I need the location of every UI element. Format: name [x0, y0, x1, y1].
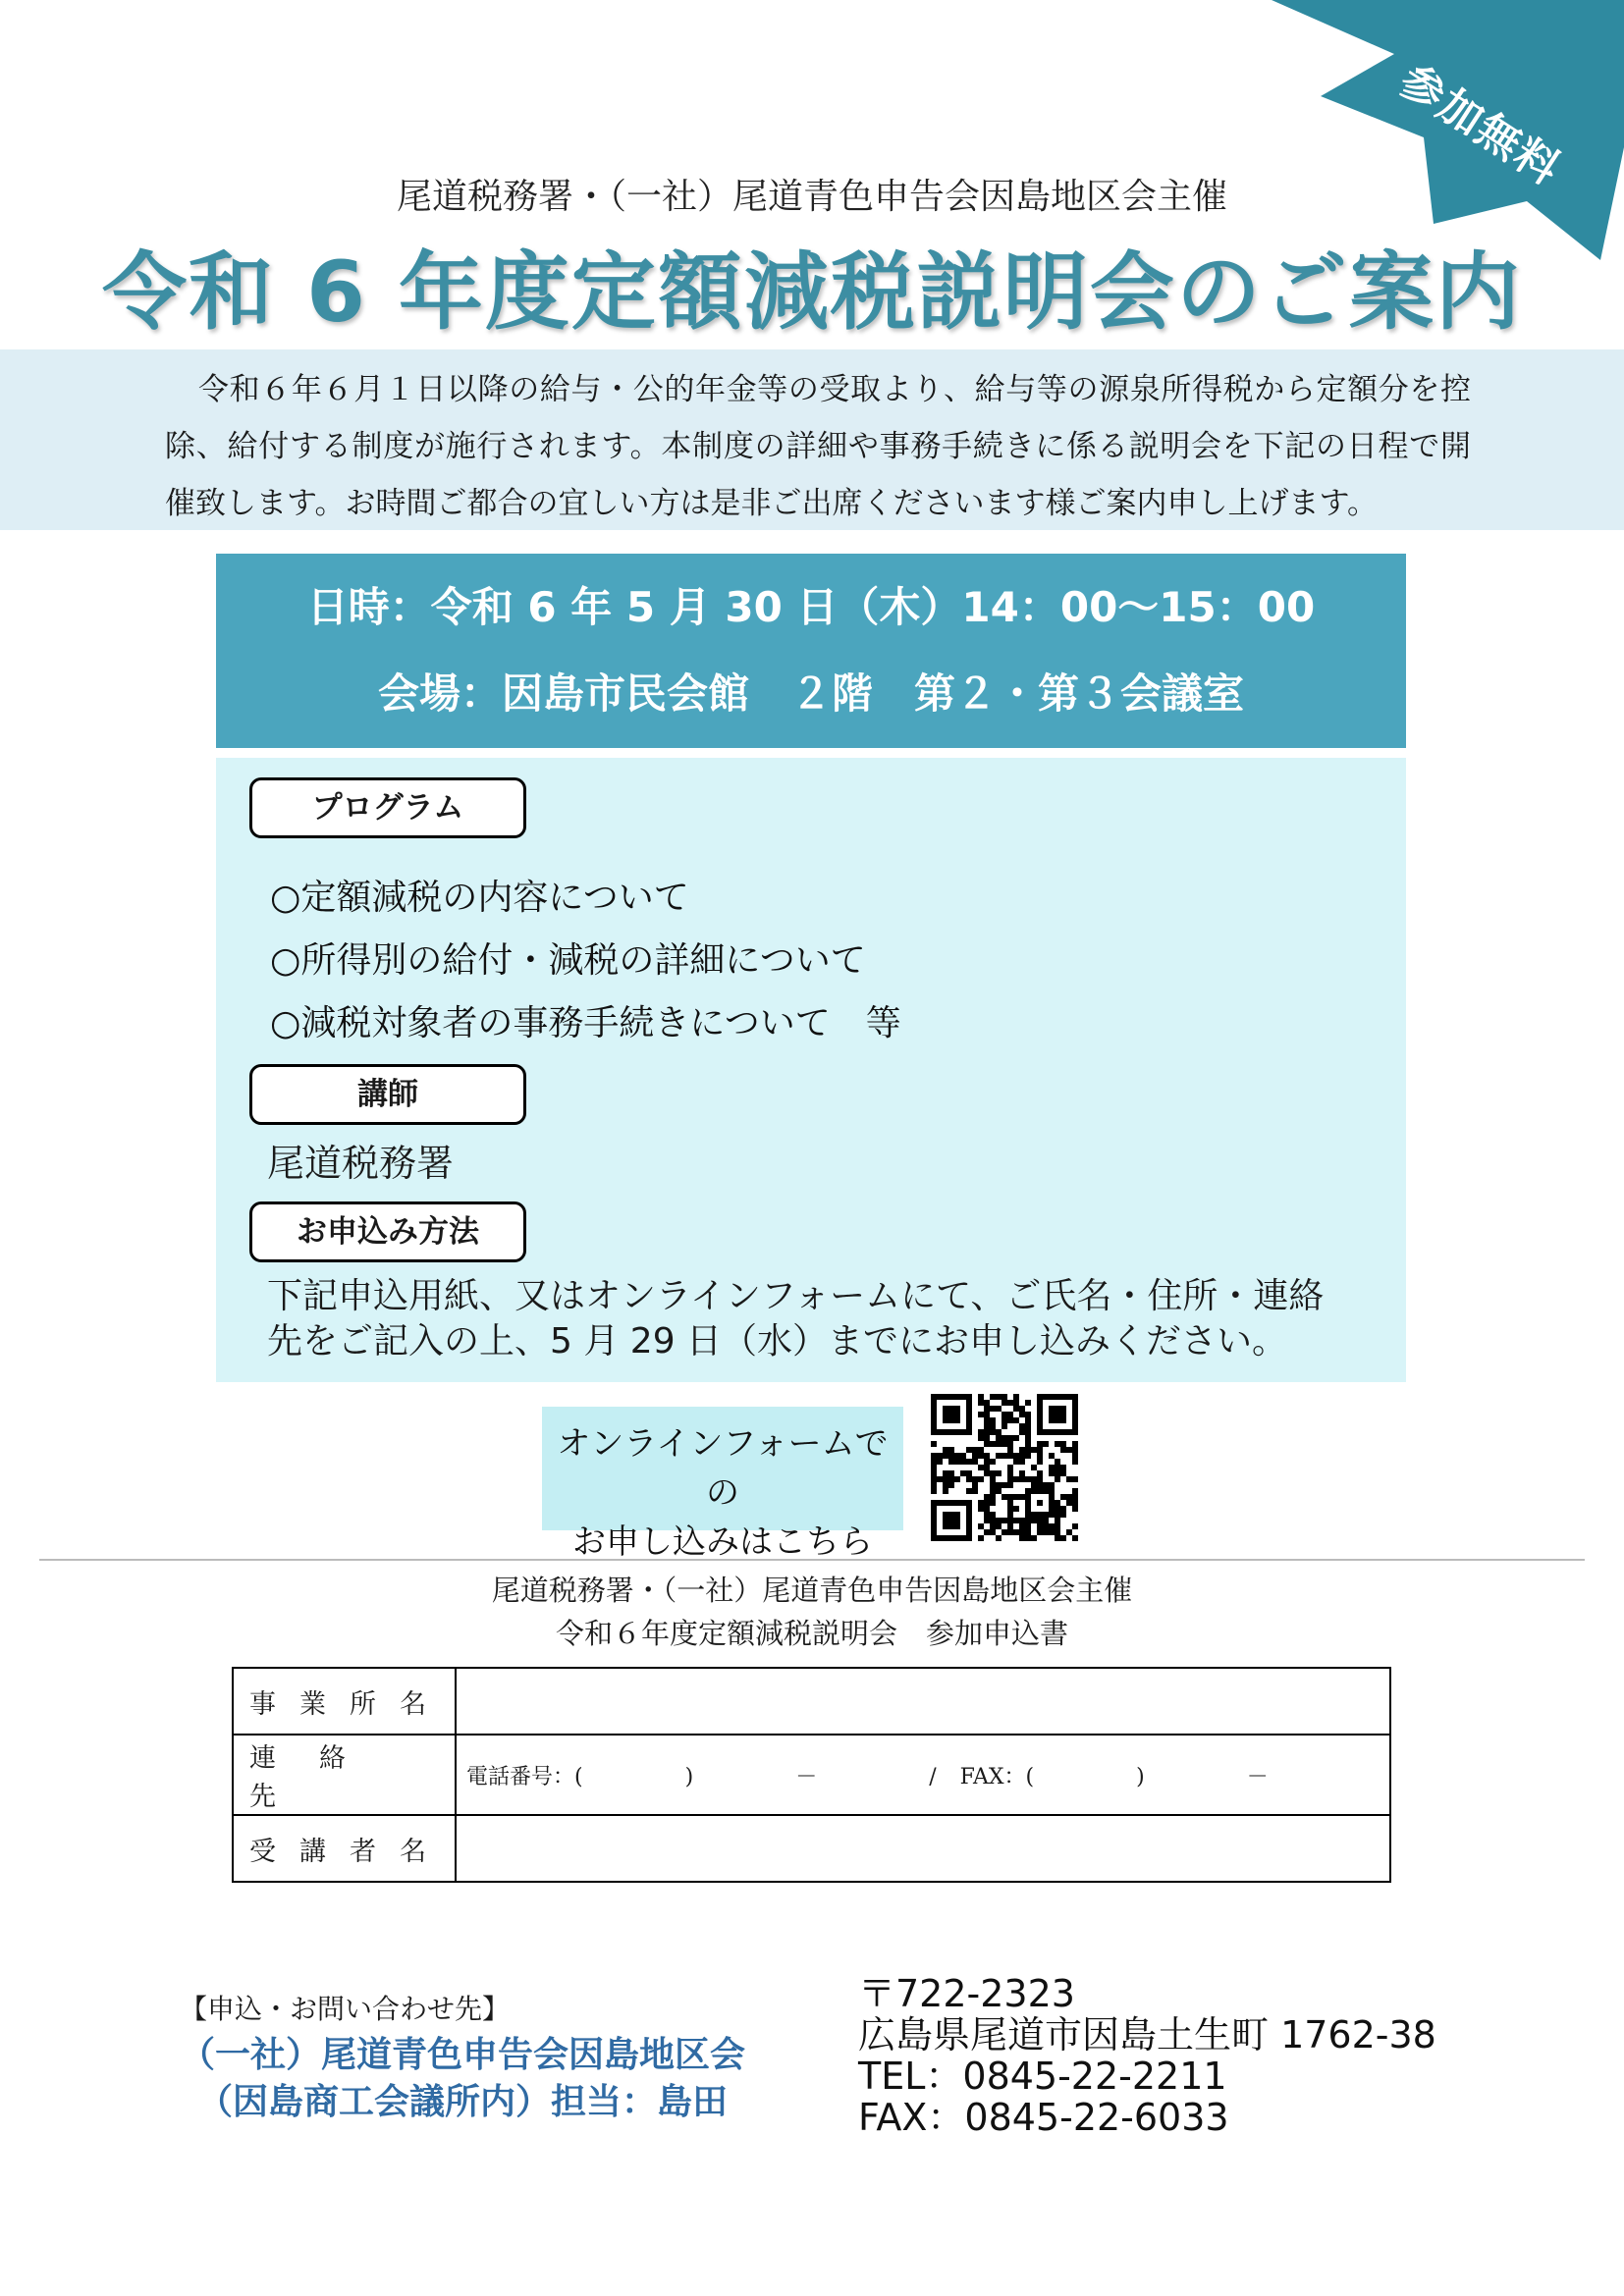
contact-header: 【申込・お問い合わせ先】 — [180, 1993, 511, 2025]
lecturer-name: 尾道税務署 — [267, 1142, 455, 1185]
program-item: ○所得別の給付・減税の詳細について — [270, 940, 866, 981]
contact-org-line-2: （因島商工会議所内）担当：島田 — [197, 2082, 729, 2122]
postal-code: 〒722-2323 — [858, 1972, 1075, 2015]
event-info-box — [216, 554, 1406, 748]
application-text: 下記申込用紙、又はオンラインフォームにて、ご氏名・住所・連絡先をご記入の上、5 月 29 日（水）までにお申し込みください。 — [267, 1276, 1325, 1362]
business-name-field[interactable] — [456, 1668, 1390, 1735]
online-form-link[interactable] — [542, 1407, 903, 1562]
attendee-name-label: 受講者名 — [233, 1815, 456, 1882]
table-row — [233, 1668, 1390, 1735]
fax-slash: / — [929, 1764, 937, 1789]
fax-label: FAX：( — [959, 1764, 1035, 1789]
phone-dash: － — [795, 1764, 818, 1789]
contact-address-block — [858, 1973, 1436, 2138]
contact-field[interactable] — [456, 1735, 1390, 1815]
badge-label: 参加無料 — [1390, 55, 1570, 196]
program-label: プログラム — [249, 777, 526, 838]
street-address: 広島県尾道市因島土生町 1762-38 — [858, 2013, 1436, 2056]
contact-label: 連絡先 — [233, 1735, 456, 1815]
fax-number: FAX：0845-22-6033 — [858, 2096, 1229, 2139]
fax-dash: － — [1246, 1764, 1269, 1789]
attendee-name-field[interactable] — [456, 1815, 1390, 1882]
table-row — [233, 1815, 1390, 1882]
contact-organization — [180, 2032, 745, 2126]
page-title: 令和 6 年度定額減税説明会のご案内 — [102, 243, 1522, 342]
phone-label: 電話番号：( — [466, 1764, 583, 1789]
program-box — [216, 758, 1406, 1382]
fax-paren-close: ) — [1136, 1764, 1145, 1789]
program-item: ○減税対象者の事務手続きについて 等 — [270, 1003, 901, 1043]
online-line-1: オンラインフォームでの — [557, 1424, 889, 1513]
cut-line — [39, 1559, 1585, 1561]
online-line-2: お申し込みはこちら — [572, 1522, 873, 1562]
lecturer-label: 講師 — [249, 1064, 526, 1125]
contact-org-line-1: （一社）尾道青色申告会因島地区会 — [180, 2035, 746, 2075]
qr-code-icon[interactable] — [931, 1394, 1078, 1541]
telephone: TEL：0845-22-2211 — [858, 2055, 1227, 2098]
organizer-line: 尾道税務署・（一社）尾道青色申告会因島地区会主催 — [396, 177, 1227, 217]
event-datetime: 日時：令和 6 年 5 月 30 日（木）14：00～15：00 — [306, 583, 1316, 631]
form-organizer: 尾道税務署・（一社）尾道青色申告因島地区会主催 — [491, 1574, 1133, 1607]
event-venue: 会場：因島市民会館 ２階 第２・第３会議室 — [377, 669, 1244, 718]
table-row — [233, 1735, 1390, 1815]
phone-paren-close: ) — [684, 1764, 694, 1789]
application-form-table — [232, 1667, 1391, 1883]
business-name-label: 事業所名 — [233, 1668, 456, 1735]
program-item: ○定額減税の内容について — [270, 878, 689, 918]
intro-text: 令和６年６月１日以降の給与・公的年金等の受取より、給与等の源泉所得税から定額分を控除、給付する制度が施行されます。本制度の詳細や事務手続きに係る説明会を下記の日程で開催致します。お時間ご都合の宜しい方は是非ご出席くださいます様ご案内申し上げます。 — [165, 372, 1471, 521]
form-title: 令和６年度定額減税説明会 参加申込書 — [555, 1617, 1068, 1650]
application-label: お申込み方法 — [249, 1201, 526, 1262]
